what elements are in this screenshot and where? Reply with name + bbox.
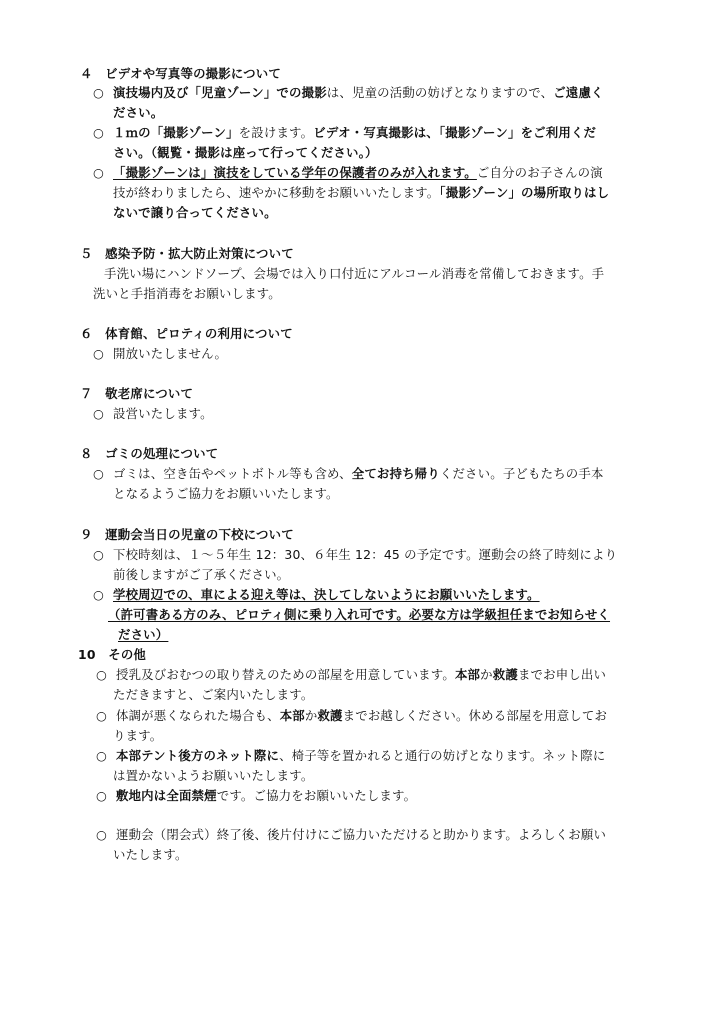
section-5-heading: ５ 感染予防・拡大防止対策について — [80, 246, 294, 261]
section-7-heading: ７ 敬老席について — [80, 386, 194, 401]
bullet-icon: ○ — [96, 667, 108, 682]
bullet-icon: ○ — [93, 547, 105, 562]
section-6-heading: ６ 体育館、ピロティの利用について — [80, 326, 293, 341]
bullet-icon: ○ — [93, 125, 105, 140]
list-item: ○ 授乳及びおむつの取り替えのための部屋を用意しています。本部か救護までお申し出い — [96, 667, 607, 682]
list-item-continued: いたします。 — [113, 847, 188, 862]
bullet-icon: ○ — [96, 827, 108, 842]
list-item: ○ 「撮影ゾーンは」演技をしている学年の保護者のみが入れます。ご自分のお子さんの演 — [93, 165, 603, 180]
list-item-continued: は置かないようお願いいたします。 — [113, 768, 314, 783]
list-item-continued: さい。（観覧・撮影は座って行ってください。） — [113, 145, 378, 160]
section-8-heading: ８ ゴミの処理について — [80, 446, 219, 461]
bullet-icon: ○ — [96, 748, 108, 763]
list-item-continued: ります。 — [113, 728, 163, 743]
section-10-heading: 10 その他 — [78, 647, 147, 662]
paragraph-continued: 洗いと手指消毒をお願いします。 — [93, 286, 281, 301]
bullet-icon: ○ — [93, 346, 105, 361]
list-item-continued: 技が終わりましたら、速やかに移動をお願いいたします。「撮影ゾーン」の場所取りはし — [113, 185, 610, 200]
list-item-note-continued: ださい） — [118, 627, 169, 642]
list-item: ○ 敷地内は全面禁煙です。ご協力をお願いいたします。 — [96, 788, 417, 803]
bullet-icon: ○ — [93, 165, 105, 180]
list-item: ○ 下校時刻は、１～５年生 12：30、６年生 12：45 の予定です。運動会の終了時刻により — [93, 547, 618, 562]
list-item-continued: ただきますと、ご案内いたします。 — [113, 687, 314, 702]
paragraph: 手洗い場にハンドソープ、会場では入り口付近にアルコール消毒を常備しておきます。手 — [104, 266, 605, 281]
list-item: ○ 演技場内及び「児童ゾーン」での撮影は、児童の活動の妨げとなりますので、ご遠慮く — [93, 85, 604, 100]
list-item: ○ 設営いたします。 — [93, 406, 213, 421]
bullet-icon: ○ — [93, 85, 105, 100]
list-item: ○ １ｍの「撮影ゾーン」を設けます。ビデオ・写真撮影は、「撮影ゾーン」をご利用くだ — [93, 125, 597, 140]
list-item-continued: 前後しますがご了承ください。 — [113, 567, 290, 582]
list-item: ○ 運動会（閉会式）終了後、後片付けにご協力いただけると助かります。よろしくお願い — [96, 827, 607, 842]
list-item-continued: ださい。 — [113, 105, 164, 120]
bullet-icon: ○ — [93, 587, 105, 602]
list-item-note: （許可書ある方のみ、ピロティ側に乗り入れ可です。必要な方は学級担任までお知らせく — [108, 607, 611, 622]
list-item: ○ ゴミは、空き缶やペットボトル等も含め、全てお持ち帰りください。子どもたちの手本 — [93, 466, 604, 481]
bullet-icon: ○ — [96, 708, 108, 723]
list-item-continued: ないで譲り合ってください。 — [113, 205, 277, 220]
list-item: ○ 体調が悪くなられた場合も、本部か救護までお越しください。休める部屋を用意してお — [96, 708, 608, 723]
list-item: ○ 本部テント後方のネット際に、椅子等を置かれると通行の妨げとなります。ネット際に — [96, 748, 606, 763]
list-item: ○ 学校周辺での、車による迎え等は、決してしないようにお願いいたします。 — [93, 587, 540, 602]
list-item-continued: となるようご協力をお願いいたします。 — [113, 486, 339, 501]
bullet-icon: ○ — [96, 788, 108, 803]
section-4-heading: ４ ビデオや写真等の撮影について — [80, 66, 281, 81]
list-item: ○ 開放いたしません。 — [93, 346, 228, 361]
bullet-icon: ○ — [93, 466, 105, 481]
bullet-icon: ○ — [93, 406, 105, 421]
section-9-heading: ９ 運動会当日の児童の下校について — [80, 527, 294, 542]
